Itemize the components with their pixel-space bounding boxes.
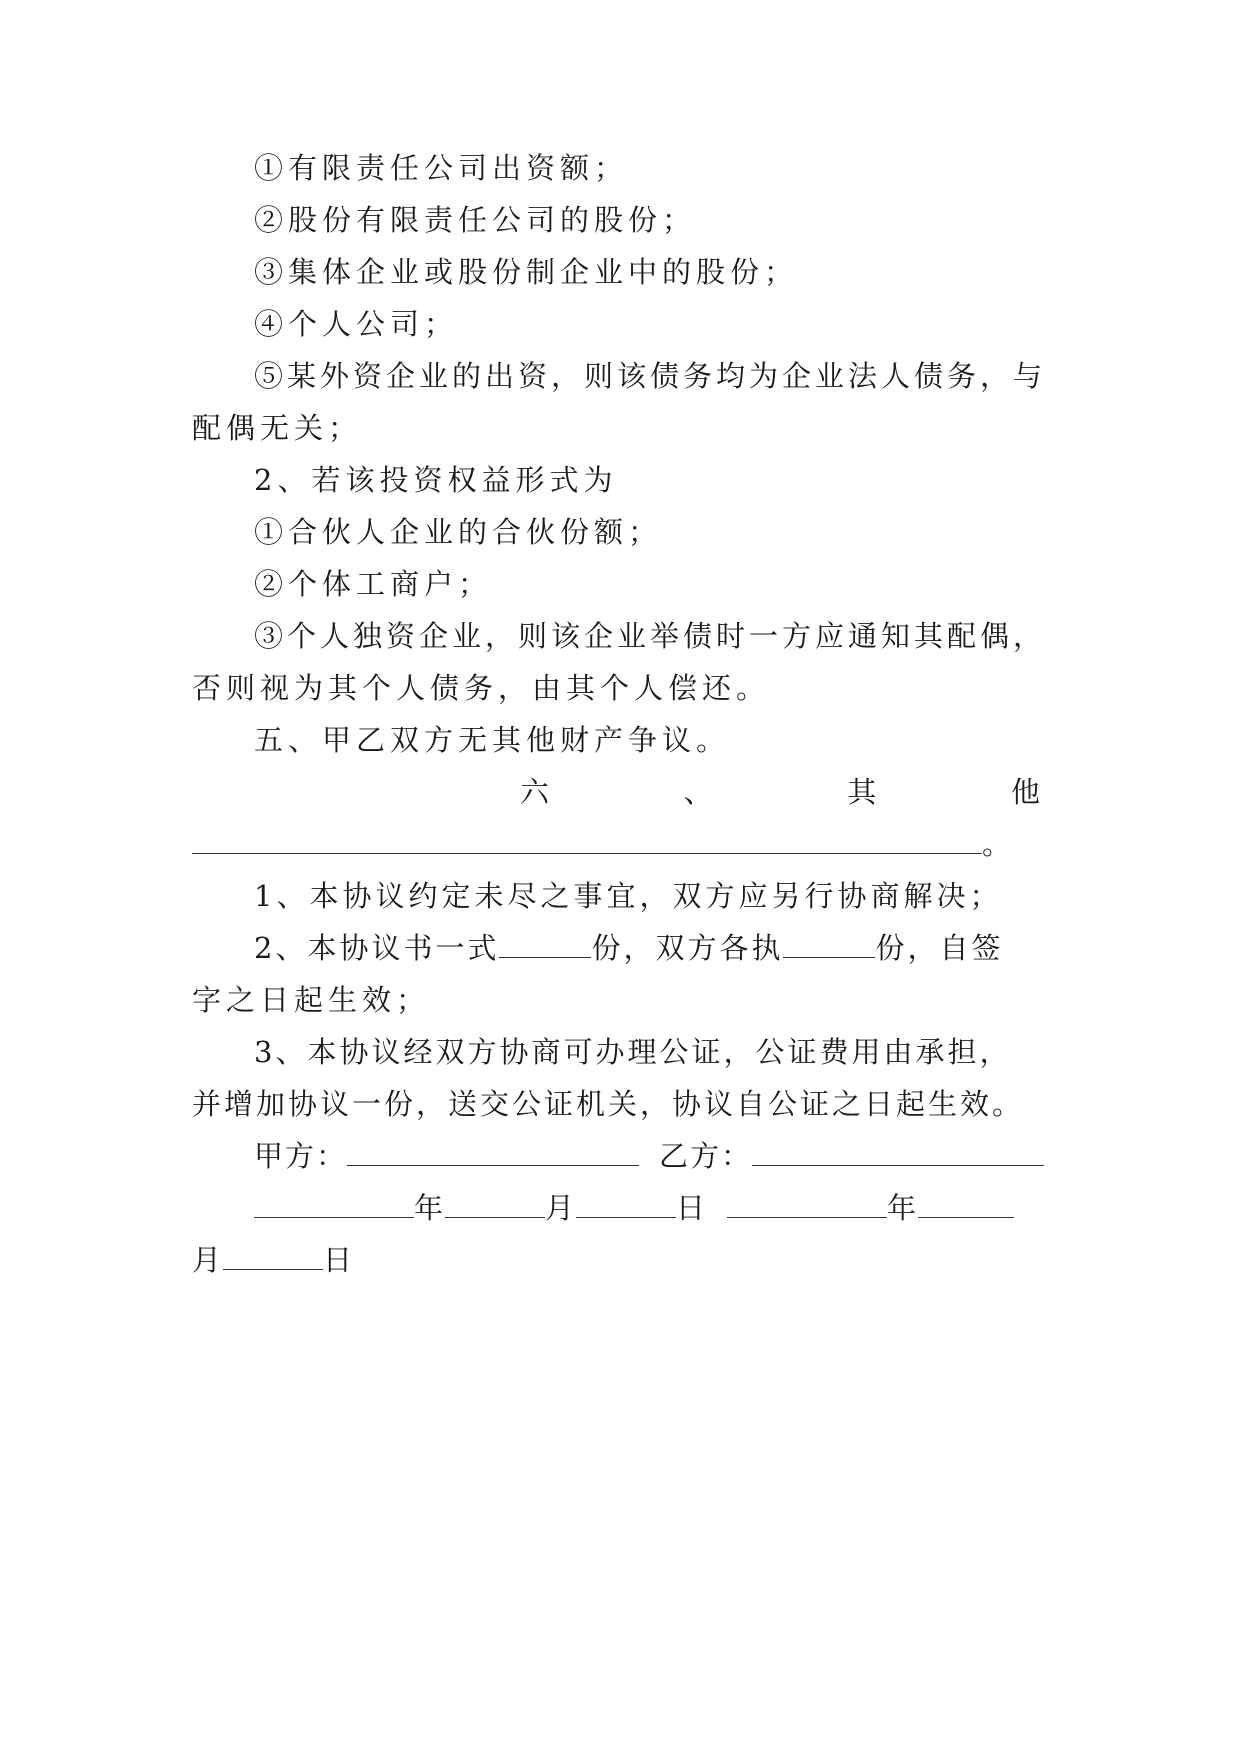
- party-a-signature-blank: [347, 1137, 639, 1166]
- day-label: 日: [323, 1243, 355, 1277]
- item-line: ③集体企业或股份制企业中的股份；: [254, 255, 799, 289]
- clause-2-continued: 字之日起生效；: [192, 983, 431, 1017]
- signature-line: [254, 1136, 1052, 1176]
- year-blank: [254, 1189, 414, 1218]
- month-label: 月: [192, 1243, 224, 1277]
- clause-2-part: 份，自签: [875, 931, 1004, 965]
- day-blank: [223, 1241, 323, 1270]
- end-mark: 。: [982, 827, 1017, 861]
- item-line: ①有限责任公司出资额；: [254, 151, 629, 185]
- clause-1: 1、本协议约定未尽之事宜，双方应另行协商解决；: [254, 879, 1003, 913]
- month-label: 月: [545, 1191, 577, 1225]
- item-line: ③个人独资企业，则该企业举债时一方应通知其配偶，: [254, 619, 1047, 653]
- fill-blank: [192, 825, 982, 854]
- month-blank: [445, 1189, 545, 1218]
- clause-2-part: 2、本协议书一式: [254, 931, 500, 965]
- year-label: 年: [887, 1191, 919, 1225]
- section-six-char: 其: [847, 775, 877, 809]
- party-a-label: 甲方：: [254, 1139, 348, 1173]
- item-line: ⑤某外资企业的出资，则该债务均为企业法人债务，与: [254, 359, 1047, 393]
- party-b-signature-blank: [752, 1137, 1044, 1166]
- date-line: [254, 1188, 1052, 1228]
- item-line: ②股份有限责任公司的股份；: [254, 203, 697, 237]
- day-label: 日: [676, 1191, 708, 1225]
- item-line-continued: 否则视为其个人债务，由其个人偿还。: [192, 671, 771, 705]
- item-line: ①合伙人企业的合伙份额；: [254, 515, 663, 549]
- clause-3-continued: 并增加协议一份，送交公证机关，协议自公证之日起生效。: [192, 1087, 1025, 1121]
- clause-2: [254, 928, 1052, 968]
- section-six-blank-line: [192, 824, 1052, 864]
- section-five: 五、甲乙双方无其他财产争议。: [254, 723, 731, 757]
- clause-3: 3、本协议经双方协商可办理公证，公证费用由承担，: [254, 1035, 1012, 1069]
- item-heading: 2、若该投资权益形式为: [254, 463, 618, 497]
- clause-2-part: 份，双方各执: [591, 931, 784, 965]
- item-line: ②个体工商户；: [254, 567, 493, 601]
- section-six-char: 他: [1010, 775, 1040, 809]
- month-blank: [918, 1189, 1014, 1218]
- section-six-heading: [520, 772, 1040, 812]
- section-six-char: 六: [520, 775, 550, 809]
- fill-blank: [499, 929, 591, 958]
- section-six-char: 、: [683, 775, 713, 809]
- fill-blank: [783, 929, 875, 958]
- year-blank: [727, 1189, 887, 1218]
- item-line-continued: 配偶无关；: [192, 411, 363, 445]
- day-blank: [576, 1189, 676, 1218]
- year-label: 年: [414, 1191, 446, 1225]
- party-b-label: 乙方：: [659, 1139, 753, 1173]
- item-line: ④个人公司；: [254, 307, 459, 341]
- date-line-continued: [192, 1240, 1052, 1280]
